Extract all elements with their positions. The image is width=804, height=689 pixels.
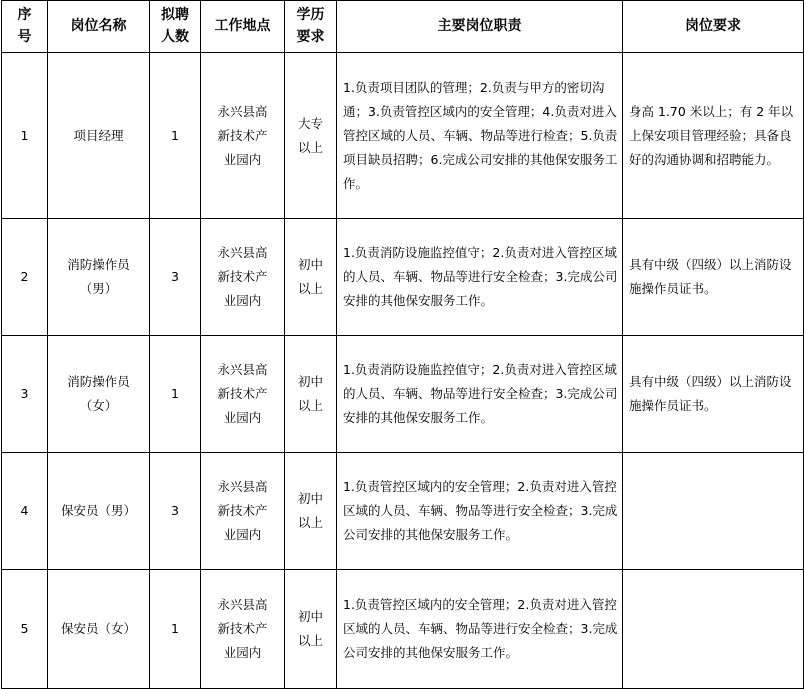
row-requirements bbox=[623, 453, 804, 570]
row-duties: 1.负责管控区域内的安全管理；2.负责对进入管控区域的人员、车辆、物品等进行安全检查；3.完成公司安排的其他保安服务工作。 bbox=[337, 570, 623, 689]
table-row bbox=[2, 53, 804, 219]
row-education: 初中以上 bbox=[285, 336, 337, 453]
header-location: 工作地点 bbox=[201, 1, 285, 53]
row-count: 3 bbox=[150, 453, 201, 570]
row-duties: 1.负责消防设施监控值守；2.负责对进入管控区域的人员、车辆、物品等进行安全检查；3.完成公司安排的其他保安服务工作。 bbox=[337, 219, 623, 336]
row-count: 1 bbox=[150, 336, 201, 453]
header-education: 学历要求 bbox=[285, 1, 337, 53]
row-education: 大专以上 bbox=[285, 53, 337, 219]
row-requirements bbox=[623, 570, 804, 689]
row-location: 永兴县高新技术产业园内 bbox=[201, 453, 285, 570]
row-count: 1 bbox=[150, 570, 201, 689]
row-index: 1 bbox=[2, 53, 48, 219]
row-duties: 1.负责项目团队的管理；2.负责与甲方的密切沟通；3.负责管控区域内的安全管理；4.负责对进入管控区域的人员、车辆、物品等进行检查；5.负责项目缺员招聘；6.完成公司安排的其他保安服务工作。 bbox=[337, 53, 623, 219]
row-position-name: 消防操作员（女） bbox=[48, 336, 150, 453]
row-index: 2 bbox=[2, 219, 48, 336]
row-education: 初中以上 bbox=[285, 453, 337, 570]
row-position-name: 保安员（男） bbox=[48, 453, 150, 570]
row-index: 3 bbox=[2, 336, 48, 453]
table-row bbox=[2, 219, 804, 336]
row-location: 永兴县高新技术产业园内 bbox=[201, 219, 285, 336]
row-index: 5 bbox=[2, 570, 48, 689]
header-count: 拟聘人数 bbox=[150, 1, 201, 53]
row-education: 初中以上 bbox=[285, 570, 337, 689]
row-requirements: 身高 1.70 米以上；有 2 年以上保安项目管理经验；具备良好的沟通协调和招聘能力。 bbox=[623, 53, 804, 219]
recruitment-table bbox=[1, 0, 804, 689]
row-requirements: 具有中级（四级）以上消防设施操作员证书。 bbox=[623, 219, 804, 336]
header-index: 序号 bbox=[2, 1, 48, 53]
row-duties: 1.负责管控区域内的安全管理；2.负责对进入管控区域的人员、车辆、物品等进行安全检查；3.完成公司安排的其他保安服务工作。 bbox=[337, 453, 623, 570]
row-location: 永兴县高新技术产业园内 bbox=[201, 53, 285, 219]
row-count: 3 bbox=[150, 219, 201, 336]
table-row bbox=[2, 570, 804, 689]
row-index: 4 bbox=[2, 453, 48, 570]
header-duties: 主要岗位职责 bbox=[337, 1, 623, 53]
row-requirements: 具有中级（四级）以上消防设施操作员证书。 bbox=[623, 336, 804, 453]
table-row bbox=[2, 453, 804, 570]
row-location: 永兴县高新技术产业园内 bbox=[201, 570, 285, 689]
row-position-name: 消防操作员（男） bbox=[48, 219, 150, 336]
table-row bbox=[2, 336, 804, 453]
row-count: 1 bbox=[150, 53, 201, 219]
row-position-name: 保安员（女） bbox=[48, 570, 150, 689]
header-row bbox=[2, 1, 804, 53]
row-duties: 1.负责消防设施监控值守；2.负责对进入管控区域的人员、车辆、物品等进行安全检查；3.完成公司安排的其他保安服务工作。 bbox=[337, 336, 623, 453]
header-requirements: 岗位要求 bbox=[623, 1, 804, 53]
row-location: 永兴县高新技术产业园内 bbox=[201, 336, 285, 453]
row-position-name: 项目经理 bbox=[48, 53, 150, 219]
row-education: 初中以上 bbox=[285, 219, 337, 336]
header-name: 岗位名称 bbox=[48, 1, 150, 53]
